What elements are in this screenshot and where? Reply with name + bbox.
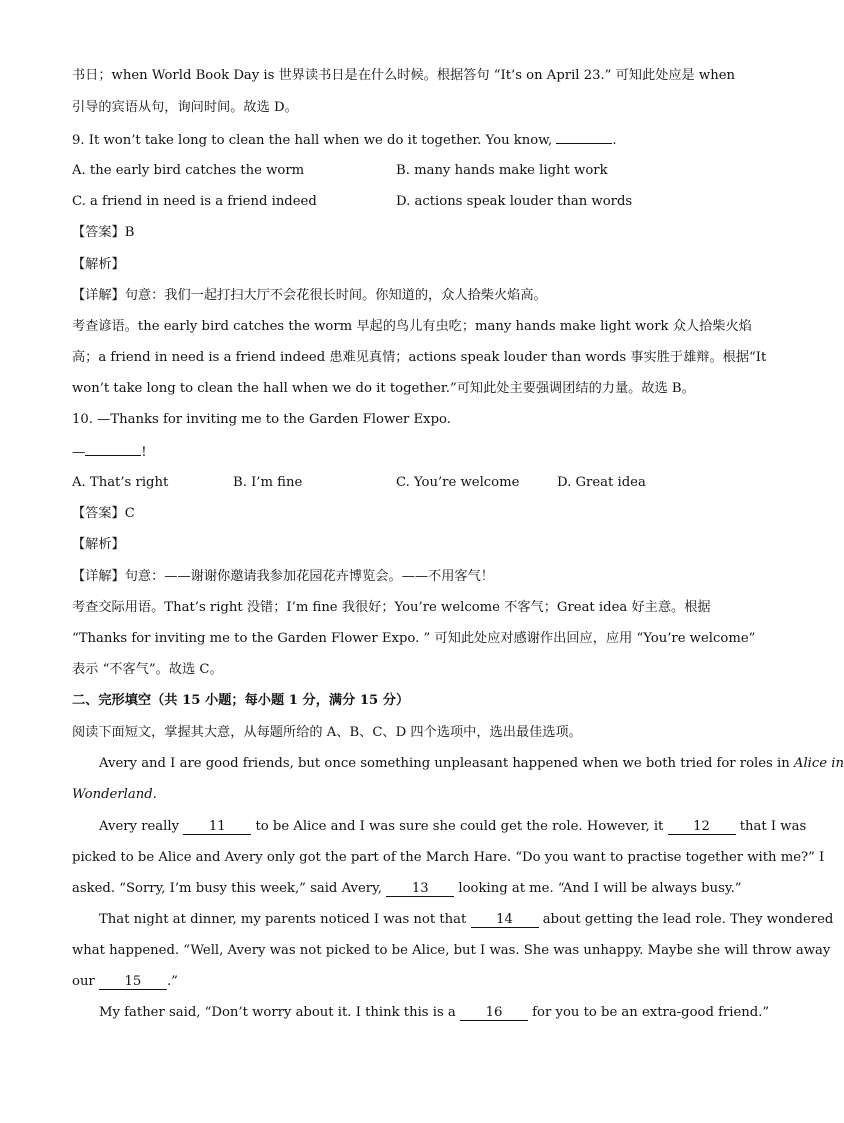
q10-option-a: A. That’s right: [72, 475, 169, 490]
cloze-blank-16[interactable]: 16: [460, 1005, 528, 1021]
q9-explanation: 高；a friend in need is a friend indeed 患难见真情；actions speak louder than words 事实胜于雄辩。根据“It: [72, 350, 767, 365]
cloze-blank-13[interactable]: 13: [386, 881, 454, 897]
q9-explanation: 考查谚语。the early bird catches the worm 早起的鸟儿有虫吃；many hands make light work 众人拾柴火焰: [72, 319, 752, 334]
q10-detail: 【详解】句意：——谢谢你邀请我参加花园花卉博览会。——不用客气！: [72, 569, 494, 584]
passage-line: That night at dinner, my parents noticed I was not that 14 about getting the lead role. They wondered: [99, 912, 834, 927]
passage-line: Wonderland.: [72, 787, 157, 802]
q10-option-c: C. You’re welcome: [396, 475, 520, 490]
cloze-blank-14[interactable]: 14: [471, 912, 539, 928]
book-title: Alice in: [793, 756, 844, 771]
q10-explanation: 考查交际用语。That’s right 没错；I’m fine 我很好；You’re welcome 不客气；Great idea 好主意。根据: [72, 600, 711, 615]
q10-explanation: 表示 “不客气”。故选 C。: [72, 662, 223, 677]
q10-analysis-label: 【解析】: [72, 537, 125, 552]
section-instruction: 阅读下面短文，掌握其大意，从每题所给的 A、B、C、D 四个选项中，选出最佳选项。: [72, 725, 582, 740]
cloze-blank-15[interactable]: 15: [99, 974, 167, 990]
cloze-blank-12[interactable]: 12: [668, 819, 736, 835]
answer-blank: [556, 131, 612, 144]
q9-option-b: B. many hands make light work: [396, 163, 608, 178]
q9-stem: 9. It won’t take long to clean the hall when we do it together. You know, .: [72, 133, 617, 148]
q9-option-d: D. actions speak louder than words: [396, 194, 633, 209]
q10-reply: — !: [72, 445, 147, 460]
q10-option-d: D. Great idea: [557, 475, 646, 490]
q9-option-a: A. the early bird catches the worm: [72, 163, 305, 178]
passage-line: Avery and I are good friends, but once something unpleasant happened when we both tried for roles in Alice in: [99, 756, 844, 771]
q9-answer: 【答案】B: [72, 225, 135, 240]
q9-analysis-label: 【解析】: [72, 257, 125, 272]
passage-line: what happened. “Well, Avery was not picked to be Alice, but I was. She was unhappy. Maybe she will throw away: [72, 943, 831, 958]
prev-analysis-line: 引导的宾语从句，询问时间。故选 D。: [72, 100, 298, 115]
answer-blank: [85, 443, 141, 456]
cloze-blank-11[interactable]: 11: [183, 819, 251, 835]
prev-analysis-line: 书日；when World Book Day is 世界读书日是在什么时候。根据答句 “It’s on April 23.” 可知此处应是 when: [72, 68, 736, 83]
book-title: Wonderland: [72, 787, 153, 802]
passage-line: picked to be Alice and Avery only got the part of the March Hare. “Do you want to practise together with me?” I: [72, 850, 825, 865]
passage-line: My father said, “Don’t worry about it. I think this is a 16 for you to be an extra-good friend.”: [99, 1005, 770, 1020]
passage-line: our 15 .”: [72, 974, 178, 989]
section-title: 二、完形填空（共 15 小题；每小题 1 分，满分 15 分）: [72, 693, 410, 708]
q9-option-c: C. a friend in need is a friend indeed: [72, 194, 317, 209]
q10-explanation: “Thanks for inviting me to the Garden Flower Expo. ” 可知此处应对感谢作出回应，应用 “You’re welcome”: [72, 631, 756, 646]
q10-stem: 10. —Thanks for inviting me to the Garden Flower Expo.: [72, 412, 451, 427]
q10-option-b: B. I’m fine: [233, 475, 303, 490]
q9-detail: 【详解】句意：我们一起打扫大厅不会花很长时间。你知道的，众人拾柴火焰高。: [72, 288, 547, 303]
passage-line: Avery really 11 to be Alice and I was sure she could get the role. However, it 12 that I was: [99, 819, 807, 834]
passage-line: asked. “Sorry, I’m busy this week,” said Avery, 13 looking at me. “And I will be always busy.”: [72, 881, 742, 896]
q10-answer: 【答案】C: [72, 506, 135, 521]
q9-explanation: won’t take long to clean the hall when we do it together.”可知此处主要强调团结的力量。故选 B。: [72, 381, 695, 396]
